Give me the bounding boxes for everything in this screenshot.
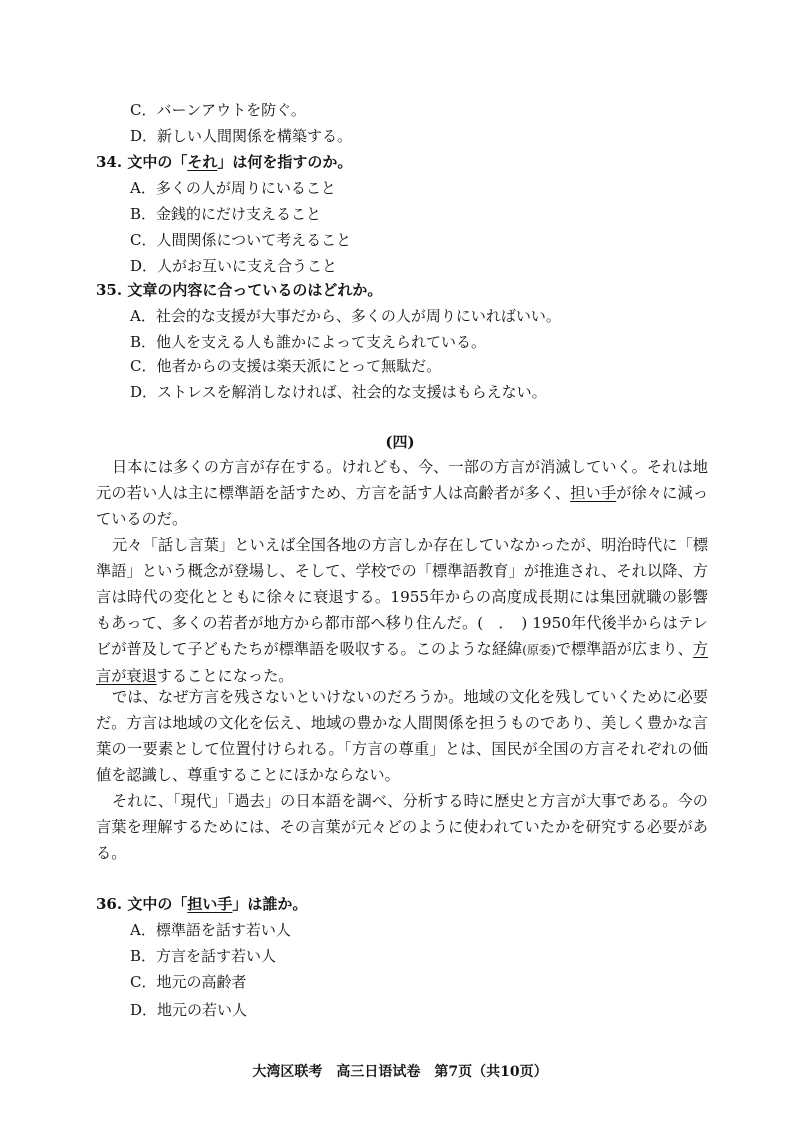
passage-p2-note: (原委) — [522, 643, 556, 657]
passage-p1-text-b: が徐々に減っているのだ。 — [96, 484, 709, 528]
question-36-option-d[interactable]: D．地元の若い人 — [130, 1001, 248, 1019]
question-36-option-c[interactable]: C．地元の高齢者 — [130, 973, 247, 991]
question-36-option-a[interactable]: A．標準語を話す若い人 — [130, 921, 291, 939]
question-36-target: 担い手 — [187, 895, 233, 913]
passage-p1-underline: 担い手 — [570, 484, 617, 502]
question-35-option-c[interactable]: C．他者からの支援は楽天派にとって無駄だ。 — [130, 357, 442, 375]
question-34-option-b[interactable]: B．金銭的にだけ支えること — [130, 205, 322, 223]
question-34-suffix: 」は何を指すのか。 — [217, 153, 353, 171]
section-title: (四) — [385, 433, 415, 451]
prev-option-c: C．バーンアウトを防ぐ。 — [130, 101, 306, 119]
question-34-target: それ — [187, 153, 218, 171]
page-footer: 大湾区联考 高三日语试卷 第7页（共10页） — [252, 1064, 548, 1080]
prev-option-d: D．新しい人間関係を構築する。 — [130, 127, 353, 145]
question-35-option-d[interactable]: D．ストレスを解消しなければ、社会的な支援はもらえない。 — [130, 383, 547, 401]
question-34-option-c[interactable]: C．人間関係について考えること — [130, 231, 352, 249]
question-35-option-a[interactable]: A．社会的な支援が大事だから、多くの人が周りにいればいい。 — [130, 307, 561, 325]
passage-paragraph-2 — [96, 532, 708, 689]
question-34-stem — [96, 152, 352, 172]
passage-paragraph-1 — [96, 454, 708, 532]
question-35-stem: 35. 文章の内容に合っているのはどれか。 — [96, 281, 383, 299]
passage-p2-text-a: 元々「話し言葉」といえば全国各地の方言しか存在していなかったが、明治時代に「標準語」という概念が登場し、そして、学校での「標準語教育」が推進され、それ以降、方言は時代の変化とともに徐々に衰退する。1955年からの高度成長期には集団就職の影響もあって、多くの若者が地方から都市部へ移り住んだ。( ． ) 1950年代後半からはテレビが普及して子どもたちが標準語を吸収する。このような経緯 — [96, 536, 708, 658]
passage-paragraph-4: それに、「現代」「過去」の日本語を調べ、分析する時に歴史と方言が大事である。今の言葉を理解するためには、その言葉が元々どのように使われていたかを研究する必要がある。 — [96, 792, 708, 862]
passage-p2-text-c: することになった。 — [156, 667, 294, 685]
question-34-prefix: 34. 文中の「 — [96, 153, 188, 171]
question-35-option-b[interactable]: B．他人を支える人も誰かによって支えられている。 — [130, 333, 487, 351]
question-34-option-d[interactable]: D．人がお互いに支え合うこと — [130, 257, 338, 275]
passage-p1-text-a: 日本には多くの方言が存在する。けれども、今、一部の方言が消滅していく。それは地元の若い人は主に標準語を話すため、方言を話す人は高齢者が多く、 — [96, 458, 708, 502]
question-36-option-b[interactable]: B．方言を話す若い人 — [130, 947, 277, 965]
passage-paragraph-3: では、なぜ方言を残さないといけないのだろうか。地域の文化を残していくために必要だ。方言は地域の文化を伝え、地域の豊かな人間関係を担うものであり、美しく豊かな言葉の一要素として位置付けられる。「方言の尊重」とは、国民が全国の方言それぞれの価値を認識し、尊重することにほかならない。 — [96, 688, 708, 784]
question-36-stem — [96, 894, 307, 914]
question-36-prefix: 36. 文中の「 — [96, 895, 188, 913]
passage-p2-text-b: で標準語が広まり、 — [555, 640, 693, 658]
passage-p2-underline: 方言が衰退 — [96, 640, 709, 685]
question-36-suffix: 」は誰か。 — [232, 895, 308, 913]
question-34-option-a[interactable]: A．多くの人が周りにいること — [130, 179, 336, 197]
